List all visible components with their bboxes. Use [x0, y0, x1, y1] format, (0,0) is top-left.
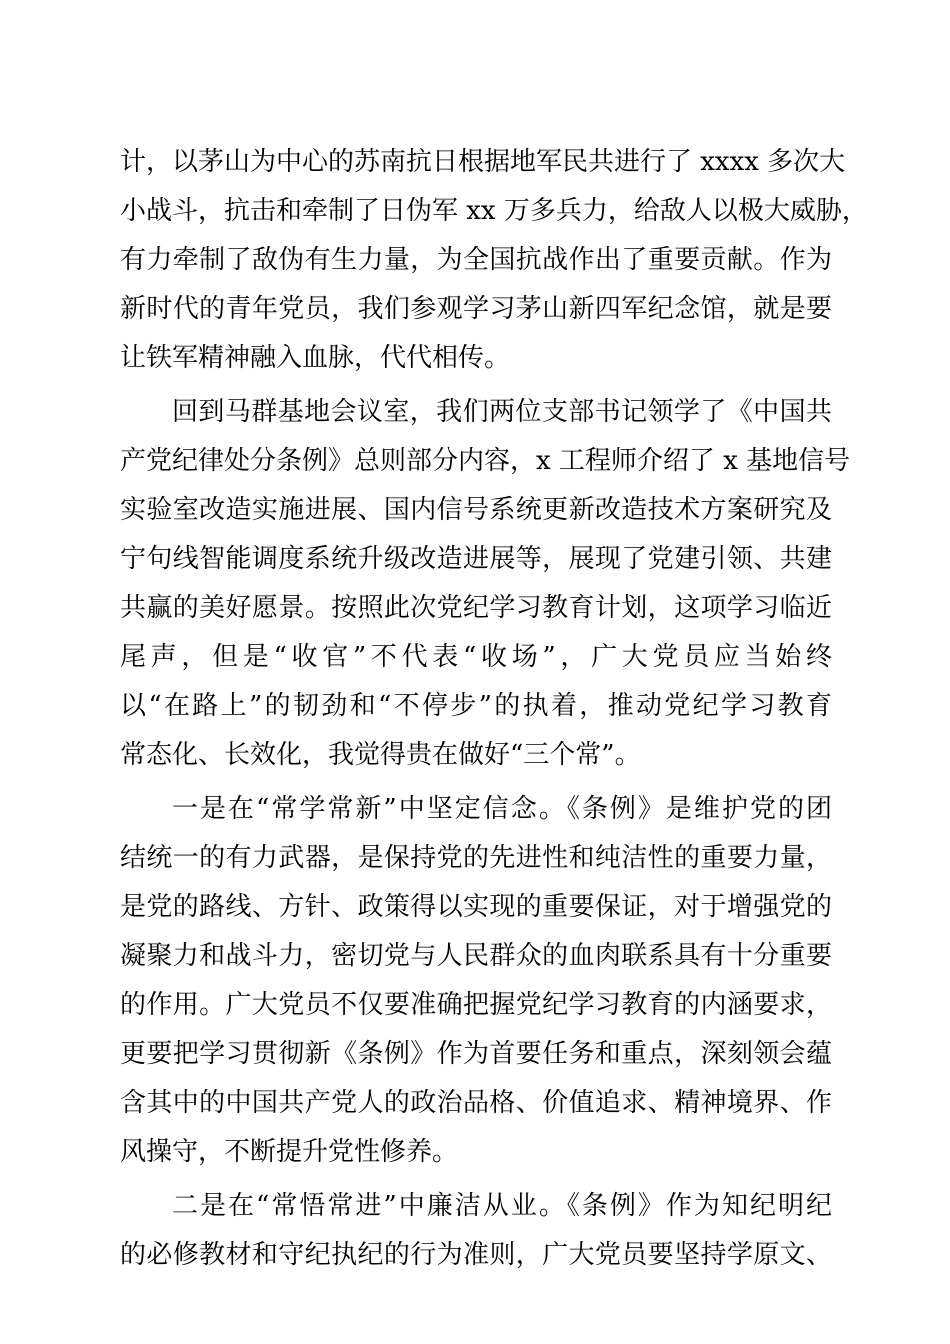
text-line: 一是在“常学常新”中坚定信念。《条例》是维护党的团 — [172, 794, 832, 824]
document-body — [120, 138, 868, 1280]
text-line: 凝聚力和战斗力，密切党与人民群众的血肉联系具有十分重要 — [120, 941, 832, 971]
text-line: 计，以茅山为中心的苏南抗日根据地军民共进行了 xxxx 多次大 — [120, 147, 846, 177]
paragraph-3 — [120, 785, 832, 1177]
text-line: 的作用。广大党员不仅要准确把握党纪学习教育的内涵要求， — [120, 990, 832, 1020]
text-line: 让铁军精神融入血脉，代代相传。 — [120, 343, 511, 373]
text-line: 新时代的青年党员，我们参观学习茅山新四军纪念馆，就是要 — [120, 294, 832, 324]
text-line: 宁句线智能调度系统升级改造进展等，展现了党建引领、共建 — [120, 544, 832, 574]
text-line: 是党的路线、方针、政策得以实现的重要保证，对于增强党的 — [120, 892, 832, 922]
paragraph-1 — [120, 138, 868, 383]
text-line: 实验室改造实施进展、国内信号系统更新改造技术方案研究及 — [120, 495, 832, 525]
text-line: 结统一的有力武器，是保持党的先进性和纯洁性的重要力量， — [120, 843, 832, 873]
text-line: 小战斗，抗击和牵制了日伪军 xx 万多兵力，给敌人以极大威胁， — [120, 196, 868, 226]
text-line: 风操守，不断提升党性修养。 — [120, 1137, 459, 1167]
text-line: 回到马群基地会议室，我们两位支部书记领学了《中国共 — [172, 397, 832, 427]
text-line: 产党纪律处分条例》总则部分内容，x 工程师介绍了 x 基地信号 — [120, 446, 851, 476]
paragraph-4 — [120, 1182, 832, 1280]
text-line: 尾声，但是“收官”不代表“收场”，广大党员应当始终 — [120, 642, 832, 672]
text-line: 的必修教材和守纪执纪的行为准则，广大党员要坚持学原文、 — [120, 1240, 832, 1270]
text-line: 以“在路上”的韧劲和“不停步”的执着，推动党纪学习教育 — [120, 691, 832, 721]
paragraph-2 — [120, 388, 851, 780]
text-line: 二是在“常悟常进”中廉洁从业。《条例》作为知纪明纪 — [172, 1191, 832, 1221]
text-line: 更要把学习贯彻新《条例》作为首要任务和重点，深刻领会蕴 — [120, 1039, 832, 1069]
text-line: 共赢的美好愿景。按照此次党纪学习教育计划，这项学习临近 — [120, 593, 832, 623]
text-line: 含其中的中国共产党人的政治品格、价值追求、精神境界、作 — [120, 1088, 832, 1118]
text-line: 有力牵制了敌伪有生力量，为全国抗战作出了重要贡献。作为 — [120, 245, 832, 275]
text-line: 常态化、长效化，我觉得贵在做好“三个常”。 — [120, 740, 641, 770]
